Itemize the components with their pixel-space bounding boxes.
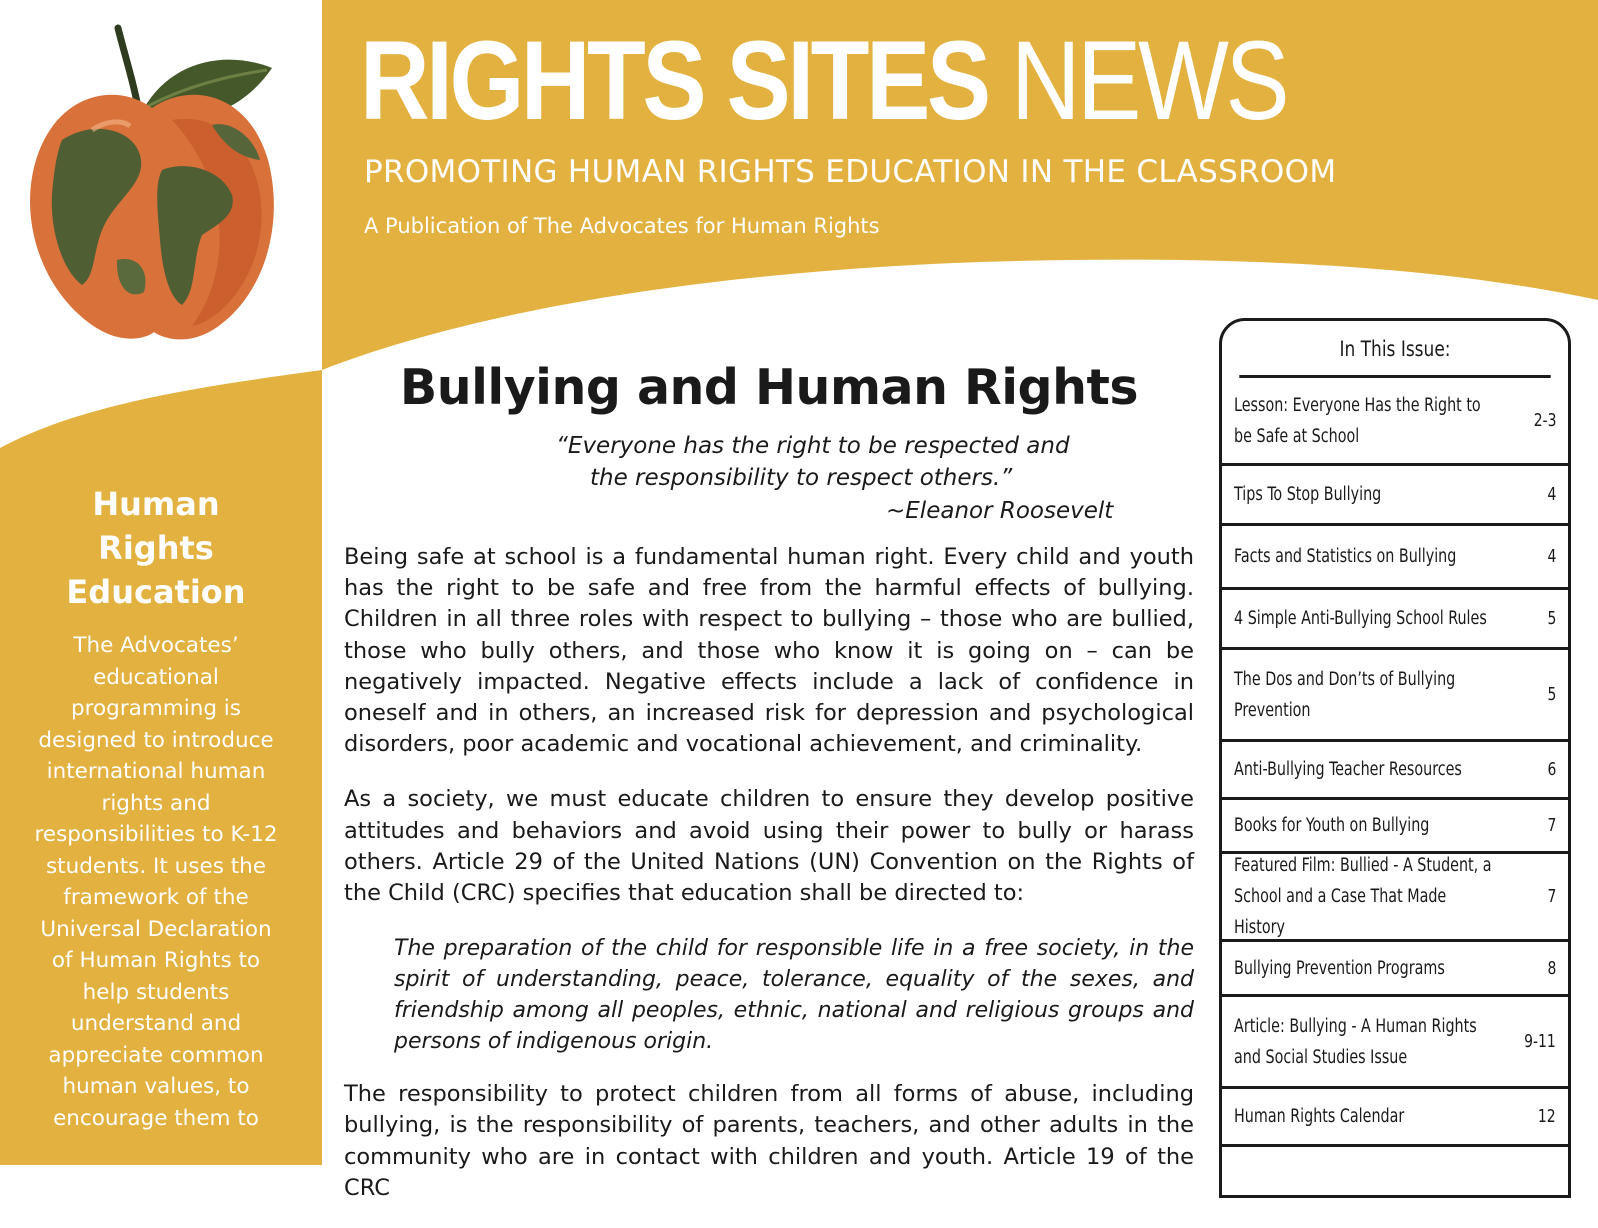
- toc-item-page: 4: [1547, 484, 1556, 505]
- toc-item-label: Lesson: Everyone Has the Right to be Safe at School: [1234, 394, 1481, 447]
- toc-item-page: 5: [1547, 684, 1556, 705]
- toc-item[interactable]: [1222, 800, 1568, 854]
- toc-item[interactable]: [1222, 466, 1568, 526]
- epigraph-line-1: “Everyone has the right to be respected and: [556, 433, 1070, 459]
- toc-item-label: Tips To Stop Bullying: [1234, 484, 1382, 505]
- toc-item-label: Featured Film: Bullied - A Student, a School and a Case That Made History: [1234, 855, 1492, 938]
- article-title: Bullying and Human Rights: [399, 359, 1139, 416]
- toc-item-page: 9-11: [1524, 1031, 1556, 1052]
- toc-item[interactable]: [1222, 942, 1568, 997]
- sidebar-body: The Advocates’ educational programming is designed to introduce international human rights and responsibilities to K-12 students. It uses the framework of the Universal Declaration of Human Rights to help students understand and appreciate common human values, to encourage them to: [34, 633, 278, 1131]
- toc-item[interactable]: [1222, 854, 1568, 942]
- toc-item-label: Bullying Prevention Programs: [1234, 957, 1445, 979]
- toc-item[interactable]: [1222, 997, 1568, 1089]
- toc-item-page: 7: [1547, 886, 1556, 907]
- in-this-issue-box: [1219, 318, 1571, 1198]
- toc-item[interactable]: [1222, 378, 1568, 466]
- toc-item-label: 4 Simple Anti-Bullying School Rules: [1234, 608, 1487, 629]
- sidebar: [30, 482, 282, 1134]
- toc-item-label: Article: Bullying - A Human Rights and Social Studies Issue: [1234, 1015, 1477, 1068]
- toc-item-page: 12: [1538, 1106, 1556, 1127]
- apple-globe-logo: [22, 20, 282, 350]
- toc-item-page: 6: [1547, 759, 1556, 780]
- masthead-subtitle: PROMOTING HUMAN RIGHTS EDUCATION IN THE CLASSROOM: [364, 154, 1337, 190]
- toc-item[interactable]: [1222, 590, 1568, 650]
- toc-item-label: The Dos and Don’ts of Bullying Prevention: [1234, 668, 1456, 721]
- epigraph-line-2: the responsibility to respect others.”: [590, 465, 1013, 491]
- masthead: [360, 18, 1437, 238]
- toc-heading: In This Issue:: [1239, 321, 1550, 378]
- toc-item[interactable]: [1222, 650, 1568, 742]
- article-paragraph-3: The responsibility to protect children from all forms of abuse, including bullying, is the responsibility of parents, teachers, and other adults in the community who are in contact with children and youth. Article 19 of the CRC: [344, 1081, 1194, 1201]
- toc-item-page: 5: [1547, 608, 1556, 629]
- masthead-title-bold: RIGHTS SITES: [360, 18, 988, 143]
- toc-item-page: 7: [1547, 815, 1556, 836]
- toc-item[interactable]: [1222, 526, 1568, 590]
- toc-item-label: Books for Youth on Bullying: [1234, 815, 1430, 836]
- toc-item-label: Anti-Bullying Teacher Resources: [1234, 759, 1462, 780]
- toc-item-label: Facts and Statistics on Bullying: [1234, 546, 1457, 567]
- epigraph-author: ~Eleanor Roosevelt: [886, 498, 1114, 524]
- article: [344, 352, 1194, 1228]
- masthead-title: [360, 18, 1287, 143]
- article-blockquote: The preparation of the child for responsible life in a free society, in the spirit of understanding, peace, tolerance, equality of the sexes, and friendship among all peoples, ethnic, national and religious groups and persons of indigenous origin.: [394, 936, 1194, 1055]
- article-paragraph-1: Being safe at school is a fundamental human right. Every child and youth has the right to be safe and free from the harmful effects of bullying. Children in all three roles with respect to bullying – those who are bullied, those who bully others, and those who know it is going on – can be negatively impacted. Negative effects include a lack of confidence in oneself and in others, an increased risk for depression and psychological disorders, poor academic and vocational achievement, and criminality.: [344, 544, 1194, 758]
- article-paragraph-2: As a society, we must educate children to ensure they develop positive attitudes and behaviors and avoid using their power to bully or harass others. Article 29 of the United Nations (UN) Convention on the Rights of the Child (CRC) specifies that education shall be directed to:: [344, 786, 1194, 907]
- toc-item-label: Human Rights Calendar: [1234, 1106, 1405, 1127]
- toc-item-page: 2-3: [1533, 410, 1556, 431]
- masthead-publication: A Publication of The Advocates for Human Rights: [364, 214, 880, 238]
- toc-item-page: 4: [1547, 546, 1556, 567]
- toc-item-page: 8: [1547, 957, 1556, 979]
- toc-item[interactable]: [1222, 742, 1568, 800]
- epigraph: [344, 430, 1194, 542]
- masthead-title-light: NEWS: [1011, 18, 1287, 143]
- toc-item[interactable]: [1222, 1089, 1568, 1147]
- sidebar-heading: Human Rights Education: [66, 485, 246, 611]
